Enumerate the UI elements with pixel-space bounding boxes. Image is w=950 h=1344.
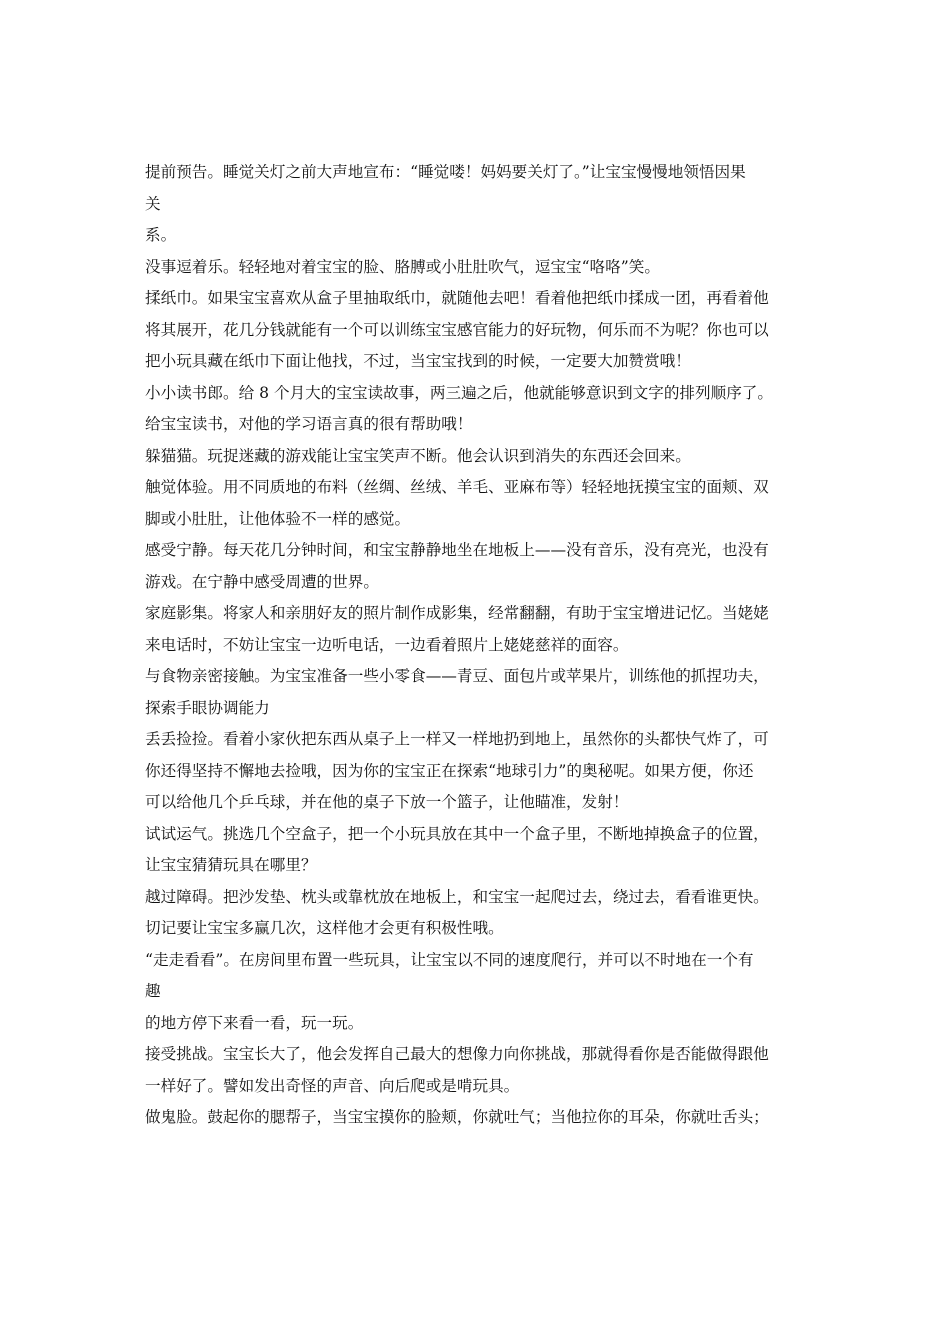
text-line: 感受宁静。每天花几分钟时间，和宝宝静静地坐在地板上——没有音乐，没有亮光，也没有 [145, 541, 769, 559]
text-line: 游戏。在宁静中感受周遭的世界。 [145, 572, 379, 591]
text-line: 脚或小肚肚，让他体验不一样的感觉。 [145, 509, 411, 528]
text-line: 与食物亲密接触。为宝宝准备一些小零食——青豆、面包片或苹果片，训练他的抓捏功夫， [145, 667, 769, 685]
text-line: 探索手眼协调能力 [145, 698, 270, 717]
text-line: 丢丢捡捡。看着小家伙把东西从桌子上一样又一样地扔到地上，虽然你的头都快气炸了，可 [145, 730, 769, 748]
text-line: 揉纸巾。如果宝宝喜欢从盒子里抽取纸巾，就随他去吧！看着他把纸巾揉成一团，再看着他 [145, 289, 769, 307]
text-line: 趣 [145, 982, 161, 1000]
text-line: 越过障碍。把沙发垫、枕头或靠枕放在地板上，和宝宝一起爬过去，绕过去，看看谁更快。 [145, 887, 769, 906]
text-line: 做鬼脸。鼓起你的腮帮子，当宝宝摸你的脸颊，你就吐气；当他拉你的耳朵，你就吐舌头； [145, 1108, 769, 1126]
body-text [145, 157, 815, 1134]
text-line: “走走看看”。在房间里布置一些玩具，让宝宝以不同的速度爬行，并可以不时地在一个有 [145, 950, 754, 969]
text-line: 一样好了。譬如发出奇怪的声音、向后爬或是啃玩具。 [145, 1076, 520, 1095]
text-line: 接受挑战。宝宝长大了，他会发挥自己最大的想像力向你挑战，那就得看你是否能做得跟他 [145, 1045, 769, 1063]
text-line: 试试运气。挑选几个空盒子，把一个小玩具放在其中一个盒子里，不断地掉换盒子的位置， [145, 824, 769, 843]
text-line: 关 [145, 194, 161, 213]
text-line: 躲猫猫。玩捉迷藏的游戏能让宝宝笑声不断。他会认识到消失的东西还会回来。 [145, 446, 691, 465]
text-line: 把小玩具藏在纸巾下面让他找，不过，当宝宝找到的时候，一定要大加赞赏哦！ [145, 352, 691, 370]
text-line: 来电话时，不妨让宝宝一边听电话，一边看着照片上姥姥慈祥的面容。 [145, 635, 629, 654]
text-line: 触觉体验。用不同质地的布料（丝绸、丝绒、羊毛、亚麻布等）轻轻地抚摸宝宝的面颊、双 [145, 478, 769, 496]
text-line: 系。 [145, 226, 177, 244]
text-line: 小小读书郎。给 8 个月大的宝宝读故事，两三遍之后，他就能够意识到文字的排列顺序了。 [145, 383, 773, 402]
text-line: 你还得坚持不懈地去捡哦，因为你的宝宝正在探索“地球引力”的奥秘呢。如果方便，你还 [145, 761, 754, 780]
text-line: 可以给他几个乒乓球，并在他的桌子下放一个篮子，让他瞄准，发射！ [145, 793, 629, 811]
text-line: 的地方停下来看一看，玩一玩。 [145, 1013, 364, 1032]
text-line: 让宝宝猜猜玩具在哪里？ [145, 856, 317, 874]
text-line: 切记要让宝宝多赢几次，这样他才会更有积极性哦。 [145, 919, 504, 937]
text-line: 提前预告。睡觉关灯之前大声地宣布：“睡觉喽！妈妈要关灯了。”让宝宝慢慢地领悟因果 [145, 163, 746, 181]
text-line: 将其展开，花几分钱就能有一个可以训练宝宝感官能力的好玩物，何乐而不为呢？你也可以 [145, 320, 769, 339]
text-line: 没事逗着乐。轻轻地对着宝宝的脸、胳膊或小肚肚吹气，逗宝宝“咯咯”笑。 [145, 257, 660, 276]
text-line: 给宝宝读书，对他的学习语言真的很有帮助哦！ [145, 415, 473, 433]
text-line: 家庭影集。将家人和亲朋好友的照片制作成影集，经常翻翻，有助于宝宝增进记忆。当姥姥 [145, 604, 769, 622]
